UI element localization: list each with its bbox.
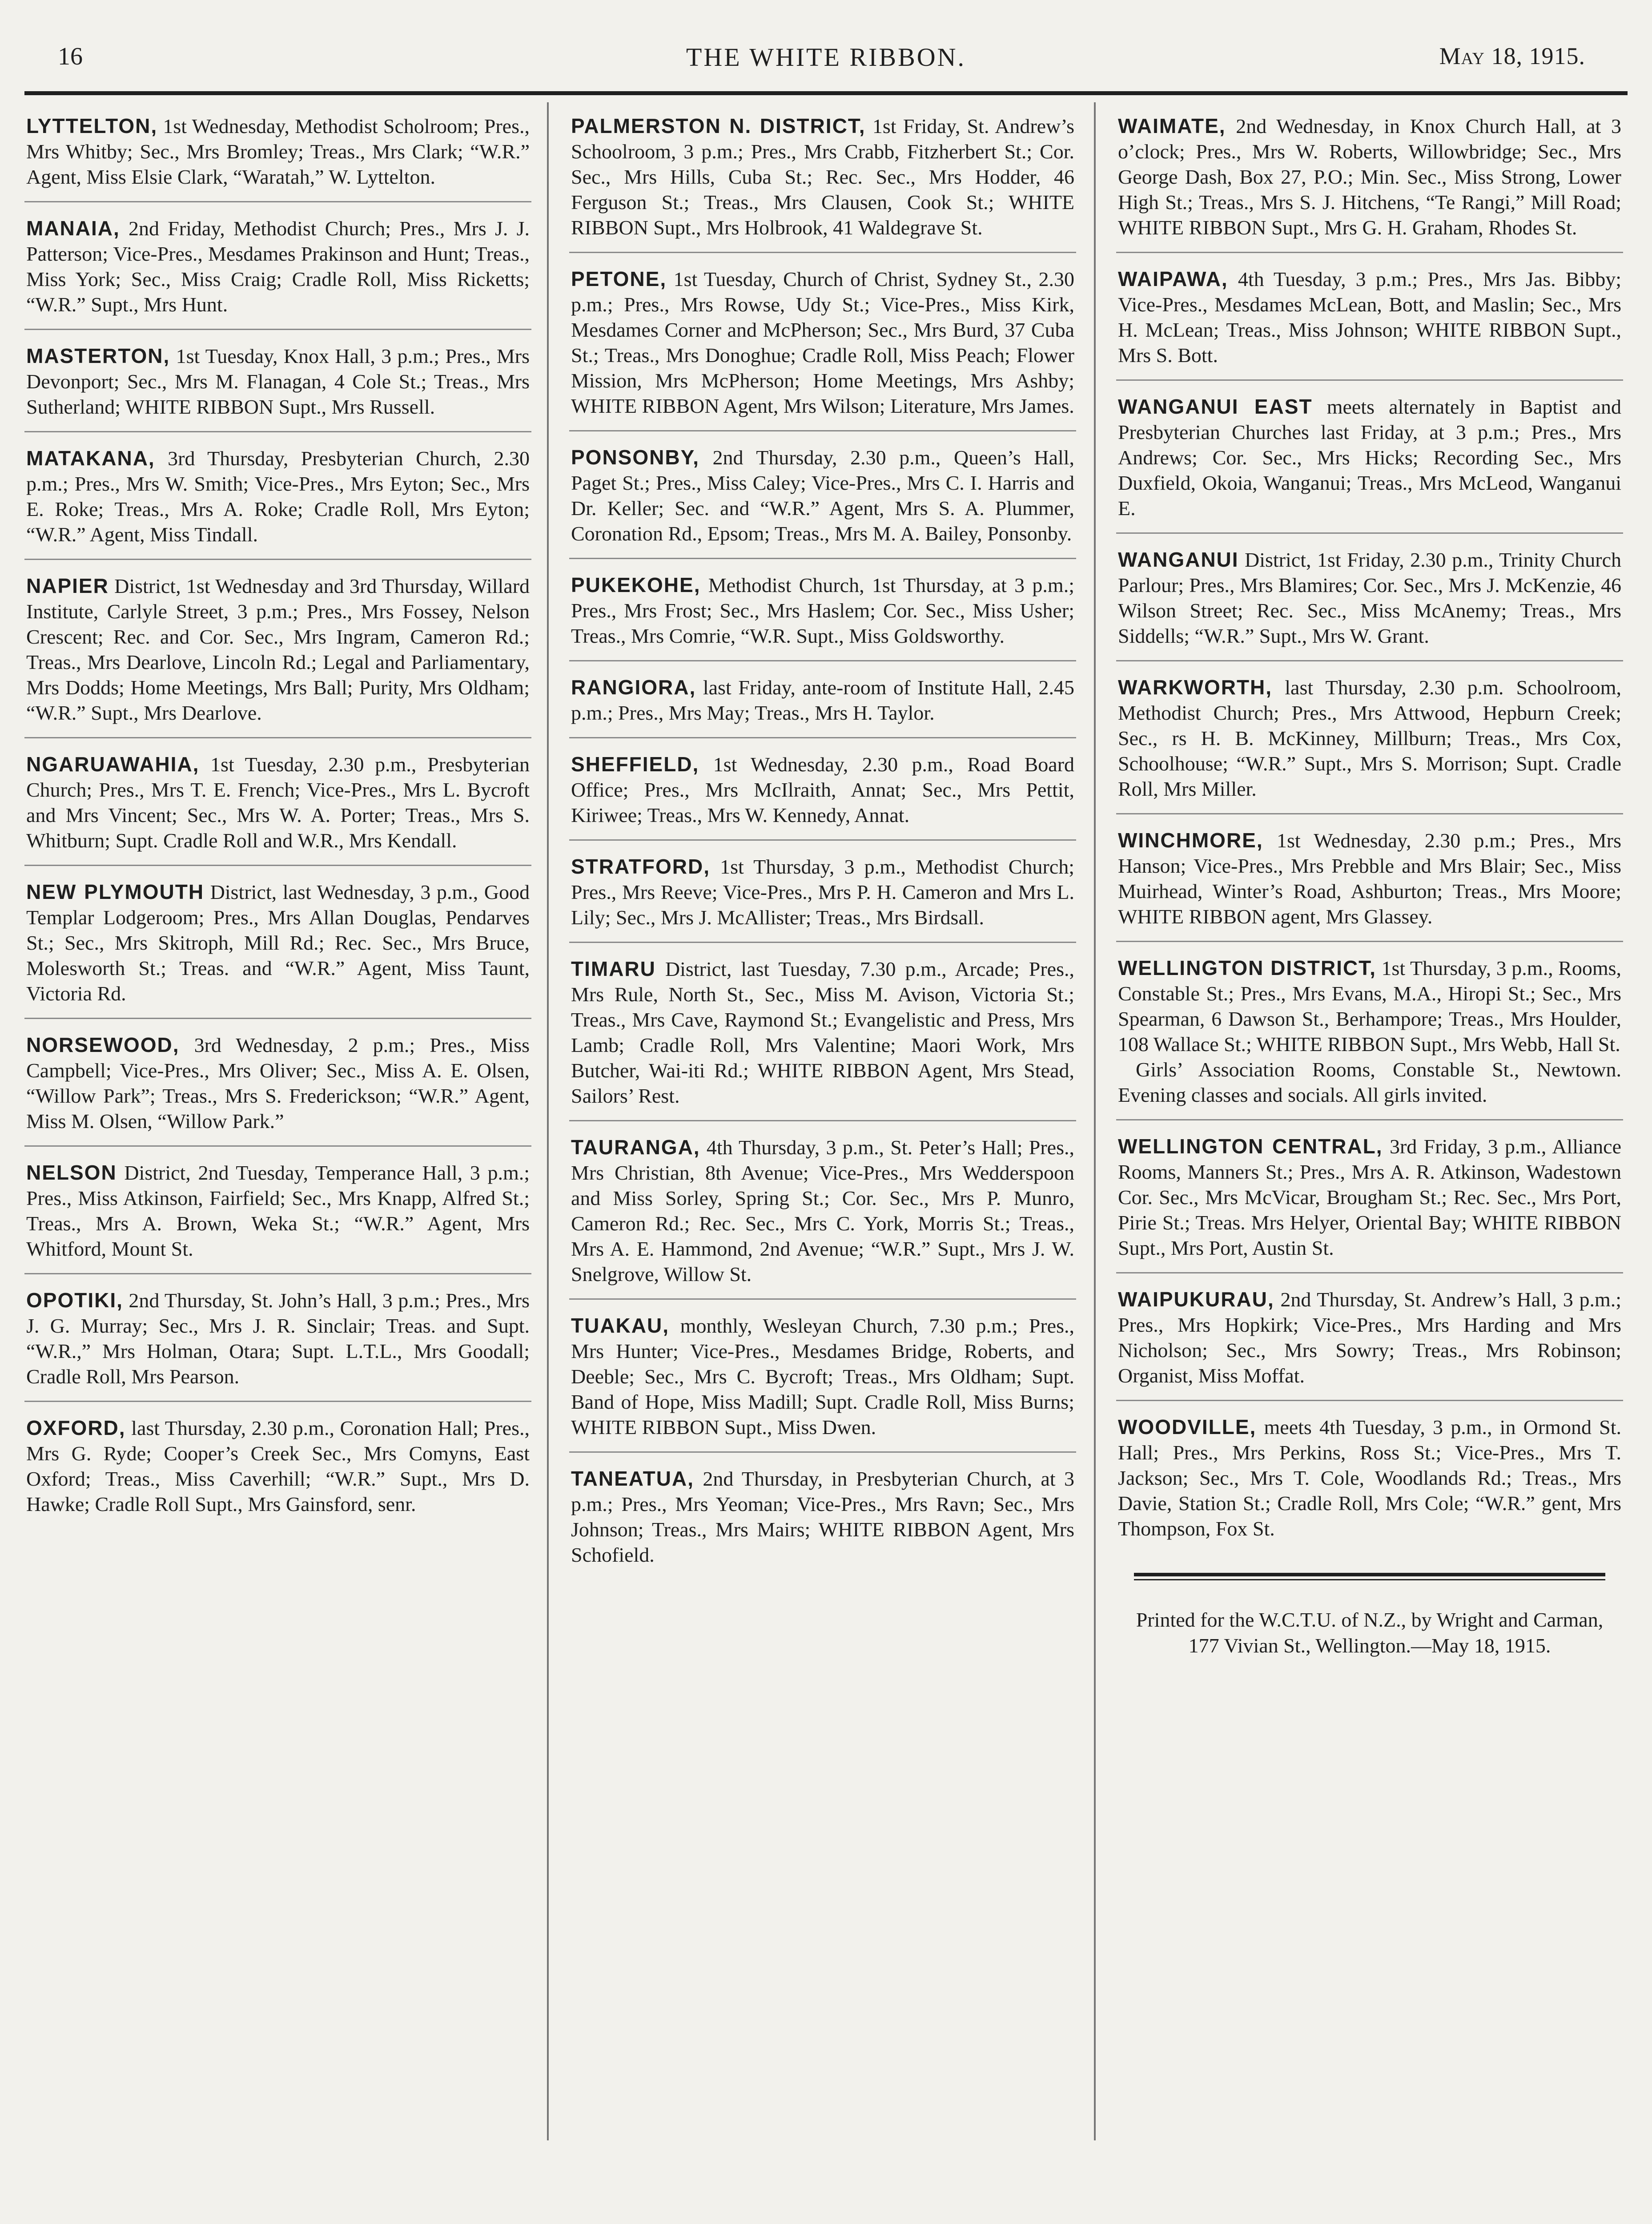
branch-entry: [1116, 1414, 1623, 1553]
branch-details: last Friday, ante-room of Institute Hall, 2.45 p.m.; Pres., Mrs May; Treas., Mrs H. Taylor.: [571, 676, 1075, 724]
branch-details: 2nd Wednesday, in Knox Church Hall, at 3 o’clock; Pres., Mrs W. Roberts, Willowbridge; Sec., Mrs George Dash, Box 27, P.O.; Min. Sec., Miss Strong, Lower High St.; Treas., Mrs S. J. Hitchens, “Te Rangi,” Mill Road; WHITE RIBBON Supt., Mrs G. H. Graham, Rhodes St.: [1118, 115, 1621, 239]
branch-entry: [24, 446, 531, 560]
page-header: [27, 42, 1625, 78]
branch-details: 1st Thursday, 3 p.m., Rooms, Constable St.; Pres., Mrs Evans, M.A., Hiropi St.; Sec., Mrs Spearman, 6 Dawson St., Berhampore; Treas., Mrs Houlder, 108 Wallace St.; WHITE RIBBON Supt., Mrs Webb, Hall St.: [1118, 957, 1622, 1056]
branch-entry: [1116, 1287, 1623, 1401]
branch-details: District, last Tuesday, 7.30 p.m., Arcade; Pres., Mrs Rule, North St., Sec., Miss M. Avison, Victoria St.; Treas., Mrs Cave, Raymond St.; Evangelistic and Press, Mrs Lamb; Cradle Roll, Mrs Valentine; Maori Work, Mrs Butcher, Wai-iti Rd.; WHITE RIBBON Agent, Mrs Stead, Sailors’ Rest.: [571, 958, 1074, 1107]
branch-name: NEW PLYMOUTH: [26, 880, 205, 903]
branch-entry: [569, 266, 1076, 431]
branch-entry: [569, 956, 1076, 1121]
branch-entry: [1116, 828, 1623, 942]
branch-entry: [24, 1032, 531, 1147]
branch-entry: [569, 675, 1076, 738]
branch-name: NGARUAWAHIA,: [26, 753, 200, 776]
branch-details: meets alternately in Baptist and Presbyterian Churches last Friday, at 3 p.m.; Pres., Mrs Andrews; Cor. Sec., Mrs Hicks; Recording Sec., Mrs Duxfield, Okoia, Wanganui; Treas., Mrs McLeod, Wanganui E.: [1118, 395, 1621, 520]
branch-entry: [569, 1313, 1076, 1453]
branch-name: TIMARU: [571, 957, 656, 980]
branch-details: District, last Wednesday, 3 p.m., Good Templar Lodgeroom; Pres., Mrs Allan Douglas, Pendarves St.; Sec., Mrs Skitroph, Mill Rd.; Rec. Sec., Mrs Bruce, Molesworth St.; Treas. and “W.R.” Agent, Miss Taunt, Victoria Rd.: [26, 881, 530, 1005]
branch-details: District, 2nd Tuesday, Temperance Hall, 3 p.m.; Pres., Miss Atkinson, Fairfield; Sec., Mrs Knapp, Alfred St.; Treas., Mrs A. Brown, Weka St.; “W.R.” Agent, Mrs Whitford, Mount St.: [26, 1161, 530, 1260]
branch-name: TANEATUA,: [571, 1467, 694, 1490]
issue-date: May 18, 1915.: [1439, 43, 1585, 69]
branch-name: NELSON: [26, 1161, 117, 1184]
branch-details: 1st Thursday, 3 p.m., Methodist Church; Pres., Mrs Reeve; Vice-Pres., Mrs P. H. Cameron and Mrs L. Lily; Sec., Mrs J. McAllister; Treas., Mrs Birdsall.: [571, 855, 1074, 929]
branch-name: WAIMATE,: [1118, 114, 1226, 137]
branch-details: 2nd Thursday, in Presbyterian Church, at 3 p.m.; Pres., Mrs Yeoman; Vice-Pres., Mrs Ravn; Sec., Mrs Johnson; Treas., Mrs Mairs; WHITE RIBBON Agent, Mrs Schofield.: [571, 1467, 1074, 1566]
branch-entry: [24, 752, 531, 866]
branch-name: NORSEWOOD,: [26, 1033, 180, 1056]
branch-name: MATAKANA,: [26, 447, 155, 470]
branch-name: OXFORD,: [26, 1416, 126, 1439]
branch-entry: [24, 1288, 531, 1402]
branch-entry: [569, 1135, 1076, 1300]
branch-name: MASTERTON,: [26, 344, 170, 367]
branch-entry: [24, 113, 531, 202]
branch-details: 1st Tuesday, Knox Hall, 3 p.m.; Pres., Mrs Devonport; Sec., Mrs M. Flanagan, 4 Cole St.; Treas., Mrs Sutherland; WHITE RIBBON Supt., Mrs Russell.: [26, 345, 530, 418]
branch-entry: [24, 1160, 531, 1274]
branch-details: District, 1st Friday, 2.30 p.m., Trinity Church Parlour; Pres., Mrs Blamires; Cor. Sec., Mrs J. McKenzie, 46 Wilson Street; Rec. Sec., Miss McAnemy; Treas., Mrs Siddells; “W.R.” Supt., Mrs W. Grant.: [1118, 548, 1621, 647]
header-rule: [24, 91, 1628, 95]
branch-name: WELLINGTON DISTRICT,: [1118, 956, 1376, 979]
column-3-entries: [1116, 113, 1623, 1553]
branch-entry: [569, 854, 1076, 943]
branch-entry: [569, 445, 1076, 559]
branch-name: STRATFORD,: [571, 855, 711, 878]
branch-name: WANGANUI: [1118, 548, 1239, 571]
branch-details: 2nd Friday, Methodist Church; Pres., Mrs J. J. Patterson; Vice-Pres., Mesdames Prakinson and Hunt; Treas., Miss York; Sec., Miss Craig; Cradle Roll, Miss Ricketts; “W.R.” Supt., Mrs Hunt.: [26, 217, 530, 316]
branch-name: WELLINGTON CENTRAL,: [1118, 1135, 1383, 1158]
branch-details: 2nd Thursday, St. John’s Hall, 3 p.m.; Pres., Mrs J. G. Murray; Sec., Mrs J. R. Sinclair; Treas. and Supt. “W.R.,” Mrs Holman, Otara; Supt. L.T.L., Mrs Goodall; Cradle Roll, Mrs Pearson.: [26, 1289, 530, 1388]
branch-entry: [569, 572, 1076, 661]
branch-details: 1st Tuesday, Church of Christ, Sydney St., 2.30 p.m.; Pres., Mrs Rowse, Udy St.; Vice-Pres., Miss Kirk, Mesdames Corner and McPherson; Sec., Mrs Burd, 37 Cuba St.; Treas., Mrs Donoghue; Cradle Roll, Miss Peach; Flower Mission, Mrs McPherson; Home Meetings, Mrs Ashby; WHITE RIBBON Agent, Mrs Wilson; Literature, Mrs James.: [571, 268, 1075, 417]
branch-details: last Thursday, 2.30 p.m. Schoolroom, Methodist Church; Pres., Mrs Attwood, Hepburn Creek; Sec., rs H. B. McKinney, Millburn; Treas., Mrs Cox, Schoolhouse; “W.R.” Supt., Mrs S. Morrison; Supt. Cradle Roll, Mrs Miller.: [1118, 676, 1621, 800]
branch-name: WANGANUI EAST: [1118, 395, 1313, 418]
branch-name: TAURANGA,: [571, 1136, 700, 1159]
branch-name: OPOTIKI,: [26, 1289, 123, 1312]
branch-details: 4th Tuesday, 3 p.m.; Pres., Mrs Jas. Bibby; Vice-Pres., Mesdames McLean, Bott, and Maslin; Sec., Mrs H. McLean; Treas., Miss Johnson; WHITE RIBBON Supt., Mrs S. Bott.: [1118, 268, 1621, 367]
branch-details: 2nd Thursday, St. Andrew’s Hall, 3 p.m.; Pres., Mrs Hopkirk; Vice-Pres., Mrs Harding and Mrs Nicholson; Sec., Mrs Sowry; Treas., Mrs Robinson; Organist, Miss Moffat.: [1118, 1288, 1621, 1387]
branch-name: PONSONBY,: [571, 446, 699, 469]
branch-name: PETONE,: [571, 267, 667, 290]
column-2: [569, 113, 1076, 1592]
branch-details: last Thursday, 2.30 p.m., Coronation Hall; Pres., Mrs G. Ryde; Cooper’s Creek Sec., Mrs Comyns, East Oxford; Treas., Miss Caverhill; “W.R.” Supt., Mrs D. Hawke; Cradle Roll Supt., Mrs Gainsford, senr.: [26, 1417, 530, 1515]
branch-details: monthly, Wesleyan Church, 7.30 p.m.; Pres., Mrs Hunter; Vice-Pres., Mesdames Bridge, Roberts, and Deeble; Sec., Mrs C. Bycroft; Treas., Mrs Oldham; Supt. Band of Hope, Miss Madill; Supt. Cradle Roll, Miss Burns; WHITE RIBBON Supt., Miss Dwen.: [571, 1314, 1074, 1438]
printer-imprint: Printed for the W.C.T.U. of N.Z., by Wright and Carman, 177 Vivian St., Wellington.—May 18, 1915.: [1136, 1608, 1604, 1657]
branch-details: 1st Wednesday, 2.30 p.m.; Pres., Mrs Hanson; Vice-Pres., Mrs Prebble and Mrs Blair; Sec., Miss Muirhead, Winter’s Road, Ashburton; Treas., Mrs Moore; WHITE RIBBON agent, Mrs Glassey.: [1118, 829, 1622, 928]
branch-name: WAIPAWA,: [1118, 267, 1228, 290]
branch-name: WAIPUKURAU,: [1118, 1288, 1274, 1311]
branch-entry: [1116, 113, 1623, 253]
branch-notice: Girls’ Association Rooms, Constable St., Newtown. Evening classes and socials. All girls invited.: [1118, 1058, 1621, 1106]
branch-details: 1st Wednesday, Methodist Scholroom; Pres., Mrs Whitby; Sec., Mrs Bromley; Treas., Mrs Clark; “W.R.” Agent, Miss Elsie Clark, “Waratah,” W. Lyttelton.: [26, 115, 530, 188]
branch-name: WOODVILLE,: [1118, 1415, 1257, 1438]
publication-title: THE WHITE RIBBON.: [686, 43, 966, 72]
branch-entry: [1116, 266, 1623, 381]
branch-name: NAPIER: [26, 574, 109, 597]
branch-entry: [24, 216, 531, 330]
branch-name: PALMERSTON N. DISTRICT,: [571, 114, 866, 137]
branch-details: Methodist Church, 1st Thursday, at 3 p.m.; Pres., Mrs Frost; Sec., Mrs Haslem; Cor. Sec., Miss Usher; Treas., Mrs Comrie, “W.R. Supt., Miss Goldsworthy.: [571, 574, 1074, 647]
branch-entry: [24, 879, 531, 1019]
branch-entry: [1116, 547, 1623, 661]
branch-details: 2nd Thursday, 2.30 p.m., Queen’s Hall, Paget St.; Pres., Miss Caley; Vice-Pres., Mrs C. I. Harris and Dr. Keller; Sec. and “W.R.” Agent, Mrs S. A. Plummer, Coronation Rd., Epsom; Treas., Mrs M. A. Bailey, Ponsonby.: [571, 446, 1074, 545]
column-3: [1116, 113, 1623, 1659]
branch-entry: [569, 1466, 1076, 1579]
branch-entry: [24, 1415, 531, 1528]
branch-name: PUKEKOHE,: [571, 573, 701, 596]
branch-name: WARKWORTH,: [1118, 676, 1273, 699]
branch-details: 3rd Wednesday, 2 p.m.; Pres., Miss Campbell; Vice-Pres., Mrs Oliver; Sec., Miss A. E. Olsen, “Willow Park”; Treas., Mrs S. Frederickson; “W.R.” Agent, Miss M. Olsen, “Willow Park.”: [26, 1034, 530, 1132]
column-divider: [1094, 102, 1096, 2140]
column-1: [24, 113, 531, 1542]
branch-details: meets 4th Tuesday, 3 p.m., in Ormond St. Hall; Pres., Mrs Perkins, Ross St.; Vice-Pres., Mrs T. Jackson; Sec., Mrs T. Cole, Woodlands Rd.; Treas., Mrs Davie, Station St.; Cradle Roll, Mrs Cole; “W.R.” gent, Mrs Thompson, Fox St.: [1118, 1416, 1622, 1540]
branch-details: 1st Tuesday, 2.30 p.m., Presbyterian Church; Pres., Mrs T. E. French; Vice-Pres., Mrs L. Bycroft and Mrs Vincent; Sec., Mrs W. A. Porter; Treas., Mrs S. Whitburn; Supt. Cradle Roll and W.R., Mrs Kendall.: [26, 753, 530, 852]
branch-details: 3rd Thursday, Presbyterian Church, 2.30 p.m.; Pres., Mrs W. Smith; Vice-Pres., Mrs Eyton; Sec., Mrs E. Roke; Treas., Mrs A. Roke; Cradle Roll, Mrs Eyton; “W.R.” Agent, Miss Tindall.: [26, 447, 530, 546]
branch-name: TUAKAU,: [571, 1314, 669, 1337]
branch-entry: [569, 752, 1076, 841]
branch-details: 3rd Friday, 3 p.m., Alliance Rooms, Manners St.; Pres., Mrs A. R. Atkinson, Wadestown Cor. Sec., Mrs McVicar, Brougham St.; Rec. Sec., Mrs Port, Pirie St.; Treas. Mrs Helyer, Oriental Bay; WHITE RIBBON Supt., Mrs Port, Austin St.: [1118, 1135, 1621, 1259]
branch-details: 4th Thursday, 3 p.m., St. Peter’s Hall; Pres., Mrs Christian, 8th Avenue; Vice-Pres., Mrs Wedderspoon and Miss Sorley, Spring St.; Cor. Sec., Mrs P. Munro, Cameron Rd.; Rec. Sec., Mrs C. York, Morris St.; Treas., Mrs A. E. Hammond, 2nd Avenue; “W.R.” Supt., Mrs J. W. Snelgrove, Willow St.: [571, 1136, 1074, 1285]
branch-entry: [24, 573, 531, 738]
branch-name: LYTTELTON,: [26, 114, 158, 137]
branch-entry: [1116, 675, 1623, 814]
branch-entry: [569, 113, 1076, 253]
branch-entry: [1116, 955, 1623, 1120]
branch-name: MANAIA,: [26, 217, 120, 240]
branch-name: SHEFFIELD,: [571, 753, 699, 776]
branch-entry: [1116, 394, 1623, 534]
branch-details: 1st Wednesday, 2.30 p.m., Road Board Office; Pres., Mrs McIlraith, Annat; Sec., Mrs Pettit, Kiriwee; Treas., Mrs W. Kennedy, Annat.: [571, 753, 1075, 826]
column-divider: [547, 102, 549, 2140]
branch-details: District, 1st Wednesday and 3rd Thursday, Willard Institute, Carlyle Street, 3 p.m.; Pres., Mrs Fossey, Nelson Crescent; Rec. and Cor. Sec., Mrs Ingram, Cameron Rd.; Treas., Mrs Dearlove, Lincoln Rd.; Legal and Parliamentary, Mrs Dodds; Home Meetings, Mrs Ball; Purity, Mrs Oldham; “W.R.” Supt., Mrs Dearlove.: [26, 575, 530, 724]
branch-entry: [1116, 1134, 1623, 1273]
branch-details: 1st Friday, St. Andrew’s Schoolroom, 3 p.m.; Pres., Mrs Crabb, Fitzherbert St.; Cor. Sec., Mrs Hills, Cuba St.; Rec. Sec., Mrs Hodder, 46 Ferguson St.; Treas., Mrs Clausen, Cook St.; WHITE RIBBON Supt., Mrs Holbrook, 41 Waldegrave St.: [571, 115, 1074, 239]
page-number: 16: [58, 43, 83, 70]
branch-name: WINCHMORE,: [1118, 829, 1263, 852]
branch-entry: [24, 343, 531, 432]
branch-name: RANGIORA,: [571, 676, 696, 699]
footer-rule: [1134, 1573, 1605, 1580]
